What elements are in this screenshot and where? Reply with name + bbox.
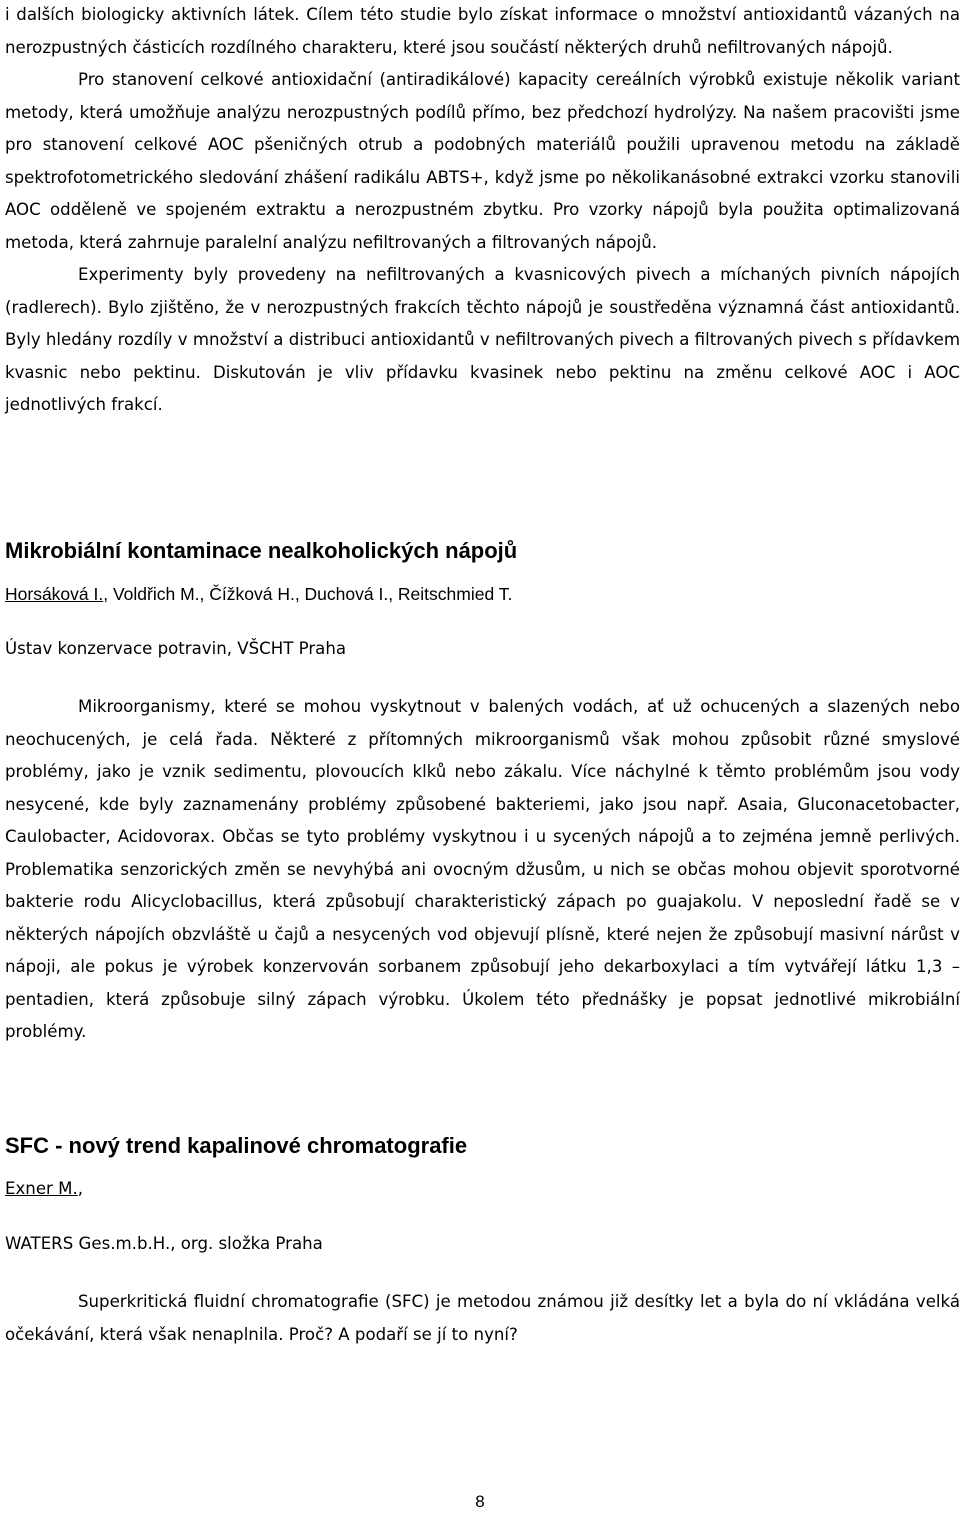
affiliation: Ústav konzervace potravin, VŠCHT Praha bbox=[5, 639, 347, 658]
co-authors: , bbox=[77, 1179, 84, 1198]
page-number: 8 bbox=[475, 1492, 485, 1511]
section-title: SFC - nový trend kapalinové chromatografie bbox=[5, 1133, 468, 1158]
paragraph: i dalších biologicky aktivních látek. Cílem této studie bylo získat informace o množství antioxidantů vázaných na nerozpustných částicích rozdílného charakteru, které jsou součástí některých druhů nefiltrovaných nápojů. bbox=[5, 5, 960, 57]
presenting-author: Horsáková I. bbox=[5, 584, 104, 604]
affiliation: WATERS Ges.m.b.H., org. složka Praha bbox=[5, 1234, 323, 1253]
abstract-paragraph: Mikroorganismy, které se mohou vyskytnout v balených vodách, ať už ochucených a slazených nebo neochucených, je celá řada. Některé z přítomných mikroorganismů však mohou způsobit různé smyslové problémy, jako je vznik sedimentu, plovoucích klků nebo zákalu. Více náchylné k těmto problémům jsou vody nesycené, kde byly zaznamenány problémy způsobené bakteriemi, jako jsou např. Asaia, Gluconacetobacter, Caulobacter, Acidovorax. Občas se tyto problémy vyskytnou i u sycených nápojů a to zejména jemně perlivých. Problematika senzorických změn se nevyhýbá ani ovocným džusům, u nich se občas mohou objevit sporotvorné bakterie rodu Alicyclobacillus, která způsobují charakteristický zápach po guajakolu. V neposlední řadě se v některých nápojích obzvláště u čajů a nesycených vod objevují plísně, které nejen že způsobují masivní nárůst v nápoji, ale pokus je výrobek konzervován sorbanem způsobují jeho dekarboxylaci a tím vytvářejí látku 1,3 – pentadien, která způsobuje silný zápach výrobku. Úkolem této přednášky je popsat jednotlivé mikrobiální problémy. bbox=[5, 697, 960, 1041]
section-microbial-contamination bbox=[5, 537, 960, 1049]
abstract-paragraph: Superkritická fluidní chromatografie (SFC) je metodou známou již desítky let a byla do ní vkládána velká očekávání, která však nenaplnila. Proč? A podaří se jí to nyní? bbox=[5, 1292, 960, 1344]
section-antioxidants bbox=[5, 0, 960, 422]
paragraph: Experimenty byly provedeny na nefiltrovaných a kvasnicových pivech a míchaných pivních nápojích (radlerech). Bylo zjištěno, že v nerozpustných frakcích těchto nápojů je soustředěna významná část antioxidantů. Byly hledány rozdíly v množství a distribuci antioxidantů v nefiltrovaných pivech a filtrovaných pivech s přídavkem kvasnic nebo pektinu. Diskutován je vliv přídavku kvasinek nebo pektinu na změnu celkové AOC i AOC jednotlivých frakcí. bbox=[5, 265, 960, 414]
paragraph: Pro stanovení celkové antioxidační (antiradikálové) kapacity cereálních výrobků existuje několik variant metody, která umožňuje analýzu nerozpustných podílů přímo, bez předchozí hydrolýzy. Na našem pracovišti jsme pro stanovení celkové AOC pšeničných otrub a podobných materiálů použili upravenou metodu na základě spektrofotometrického sledování zhášení radikálu ABTS+, když jsme po několikanásobné extrakci vzorku stanovili AOC odděleně ve spojeném extraktu a nerozpustném zbytku. Pro vzorky nápojů byla použita optimalizovaná metoda, která zahrnuje paralelní analýzu nefiltrovaných a filtrovaných nápojů. bbox=[5, 70, 960, 252]
section-sfc bbox=[5, 1132, 960, 1351]
author-list bbox=[5, 1177, 960, 1201]
presenting-author: Exner M. bbox=[5, 1179, 78, 1198]
section-title: Mikrobiální kontaminace nealkoholických nápojů bbox=[5, 538, 518, 563]
co-authors: , Voldřich M., Čížková H., Duchová I., Reitschmied T. bbox=[103, 584, 513, 604]
author-list bbox=[5, 582, 960, 606]
